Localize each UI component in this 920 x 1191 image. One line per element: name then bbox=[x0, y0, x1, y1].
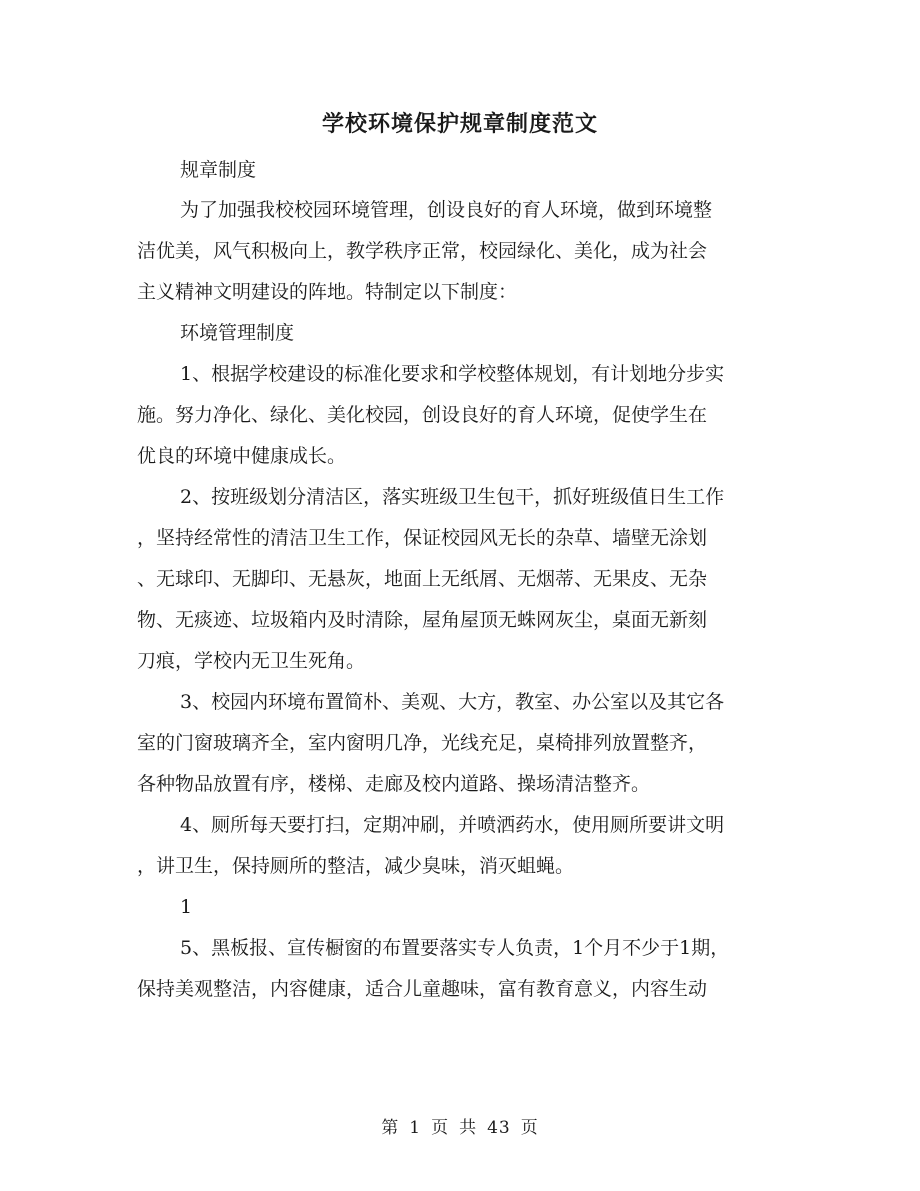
footer-current-page: 1 bbox=[409, 1118, 422, 1138]
item-2-line: 、无球印、无脚印、无悬灰，地面上无纸屑、无烟蒂、无果皮、无杂 bbox=[137, 568, 708, 590]
item-2-line: 刀痕，学校内无卫生死角。 bbox=[137, 650, 366, 672]
item-2-line: 2、按班级划分清洁区，落实班级卫生包干，抓好班级值日生工作 bbox=[180, 486, 725, 508]
item-2-line: ，坚持经常性的清洁卫生工作，保证校园风无长的杂草、墙壁无涂划 bbox=[137, 527, 708, 549]
footer-page-word: 页 bbox=[431, 1118, 450, 1138]
item-4-line: 4、厕所每天要打扫，定期冲刷，并喷洒药水，使用厕所要讲文明 bbox=[180, 814, 725, 836]
subheading: 环境管理制度 bbox=[180, 322, 295, 344]
footer-total-pages: 43 bbox=[487, 1118, 511, 1138]
inline-page-marker: 1 bbox=[180, 896, 193, 918]
item-4-line: ，讲卫生，保持厕所的整洁，减少臭味，消灭蛆蝇。 bbox=[137, 855, 575, 877]
item-3-line: 3、校园内环境布置简朴、美观、大方，教室、办公室以及其它各 bbox=[180, 691, 725, 713]
page-footer bbox=[0, 1113, 920, 1143]
footer-total-word: 共 bbox=[459, 1118, 478, 1138]
item-1-line: 1、根据学校建设的标准化要求和学校整体规划，有计划地分步实 bbox=[180, 363, 725, 385]
item-2-line: 物、无痰迹、垃圾箱内及时清除，屋角屋顶无蛛网灰尘，桌面无新刻 bbox=[137, 609, 708, 631]
item-1-line: 优良的环境中健康成长。 bbox=[137, 445, 347, 467]
item-5-line: 5、黑板报、宣传橱窗的布置要落实专人负责，1个月不少于1期， bbox=[180, 937, 730, 959]
intro-line: 洁优美，风气积极向上，教学秩序正常，校园绿化、美化，成为社会 bbox=[137, 240, 708, 262]
intro-line: 主义精神文明建设的阵地。特制定以下制度： bbox=[137, 281, 518, 303]
footer-prefix: 第 bbox=[381, 1118, 400, 1138]
footer-suffix: 页 bbox=[520, 1118, 539, 1138]
intro-line: 为了加强我校校园环境管理，创设良好的育人环境，做到环境整 bbox=[180, 199, 713, 221]
page-title: 学校环境保护规章制度范文 bbox=[321, 111, 598, 137]
section-heading: 规章制度 bbox=[180, 159, 257, 181]
item-3-line: 室的门窗玻璃齐全，室内窗明几净，光线充足，桌椅排列放置整齐， bbox=[137, 732, 708, 754]
item-3-line: 各种物品放置有序，楼梯、走廊及校内道路、操场清洁整齐。 bbox=[137, 773, 651, 795]
item-5-line: 保持美观整洁，内容健康，适合儿童趣味，富有教育意义，内容生动 bbox=[137, 978, 708, 1000]
item-1-line: 施。努力净化、绿化、美化校园，创设良好的育人环境，促使学生在 bbox=[137, 404, 708, 426]
